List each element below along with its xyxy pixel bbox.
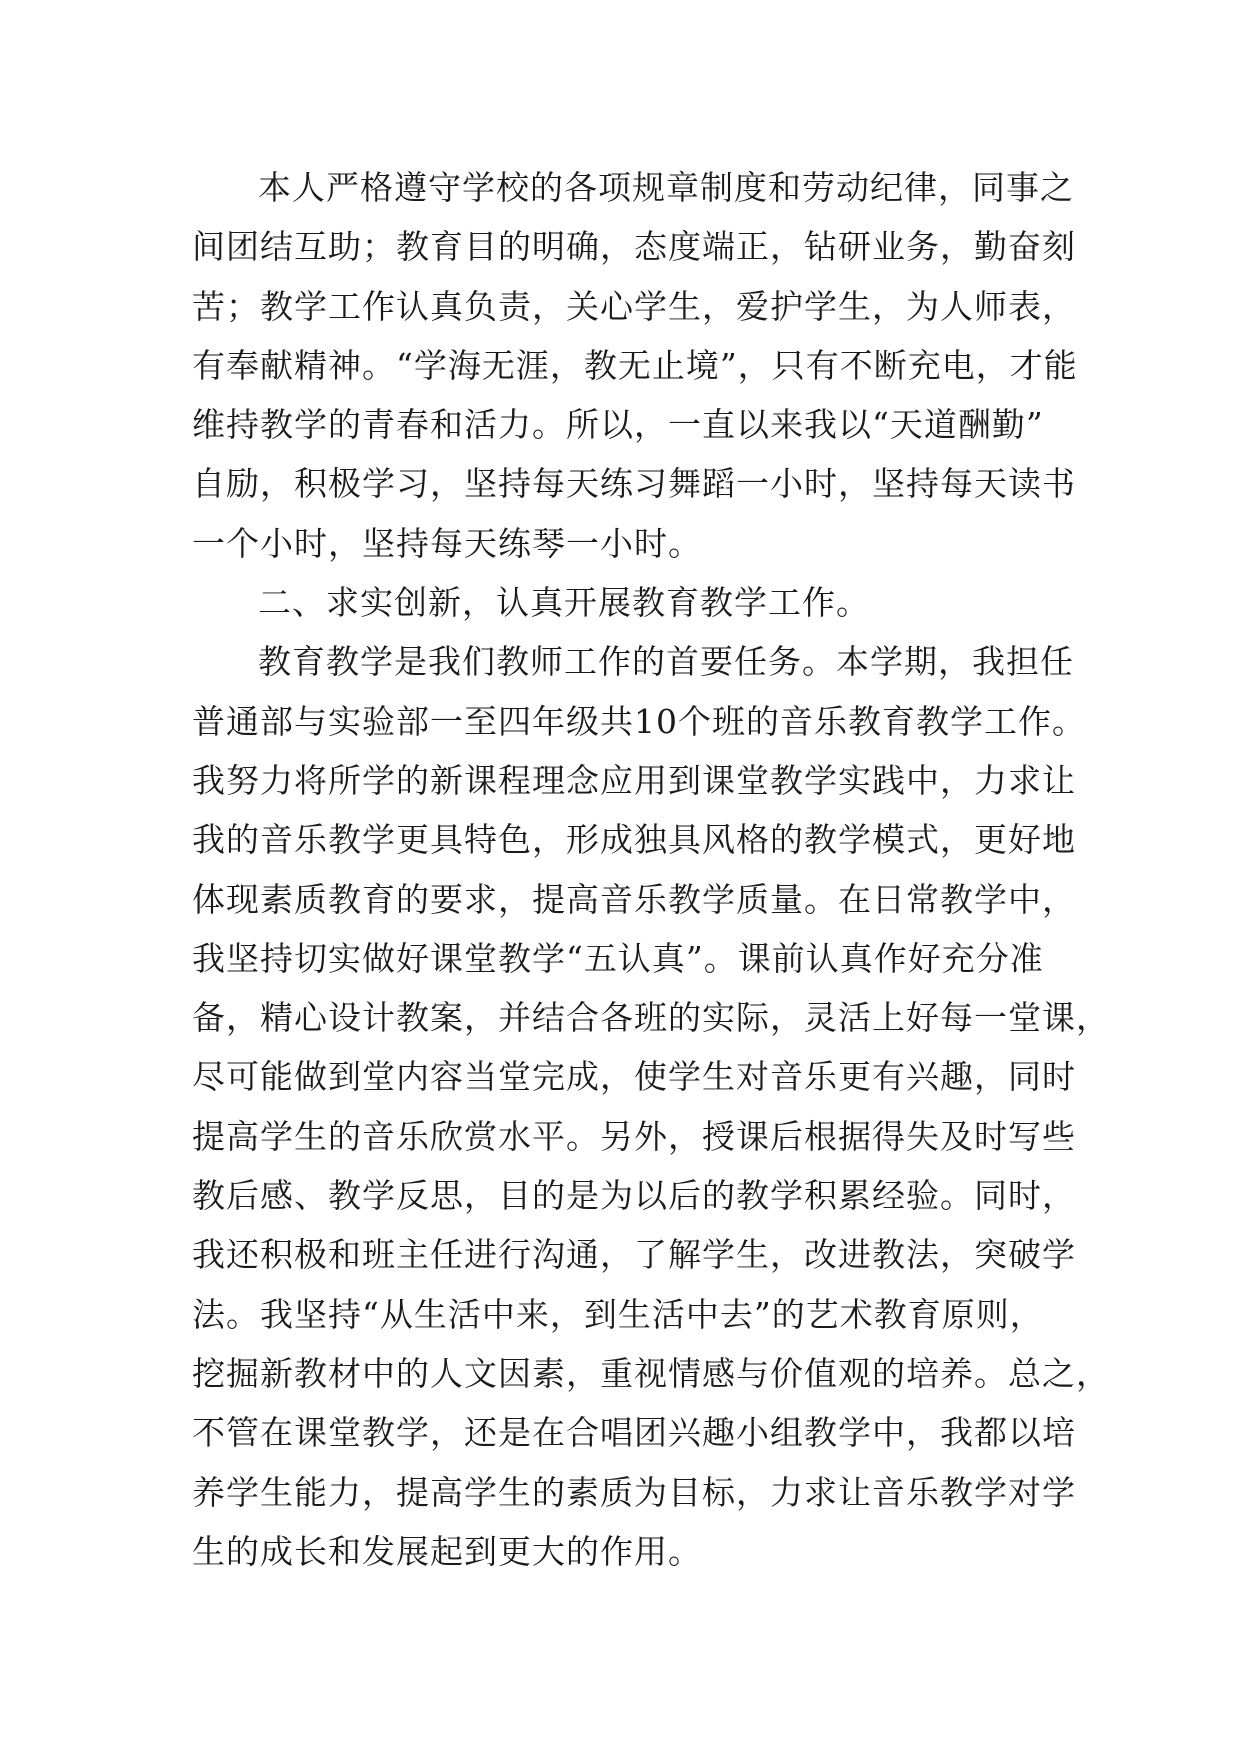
paragraph-1-line-2: 间团结互助；教育目的明确，态度端正，钻研业务，勤奋刻 [192,227,1076,267]
paragraph-3-line-10: 教后感、教学反思，目的是为以后的教学积累经验。同时， [192,1176,1076,1216]
paragraph-3-line-4: 我的音乐教学更具特色，形成独具风格的教学模式，更好地 [192,820,1076,860]
paragraph-1-line-1: 本人严格遵守学校的各项规章制度和劳动纪律，同事之 [258,168,1074,207]
paragraph-1-line-3: 苦；教学工作认真负责，关心学生，爱护学生，为人师表， [192,286,1076,326]
paragraph-3-line-12: 法。我坚持“从生活中来，到生活中去”的艺术教育原则， [192,1294,1044,1334]
paragraph-3-line-9: 提高学生的音乐欣赏水平。另外，授课后根据得失及时写些 [192,1116,1076,1156]
paragraph-3-line-2: 普通部与实验部一至四年级共10个班的音乐教育教学工作。 [192,701,1086,741]
paragraph-3-line-13: 挖掘新教材中的人文因素，重视情感与价值观的培养。总之， [192,1353,1110,1393]
section-heading: 二、求实创新，认真开展教育教学工作。 [258,583,870,623]
paragraph-1-line-4: 有奉献精神。“学海无涯，教无止境”，只有不断充电，才能 [192,345,1078,385]
paragraph-1-line-7: 一个小时，坚持每天练琴一小时。 [192,523,702,563]
paragraph-3-line-6: 我坚持切实做好课堂教学“五认真”。课前认真作好充分准 [192,938,1044,978]
document-body [192,158,1110,1581]
paragraph-3-line-3: 我努力将所学的新课程理念应用到课堂教学实践中，力求让 [192,760,1076,800]
paragraph-3-line-16: 生的成长和发展起到更大的作用。 [192,1531,702,1571]
paragraph-3-line-11: 我还积极和班主任进行沟通，了解学生，改进教法，突破学 [192,1235,1076,1275]
paragraph-1-line-5: 维持教学的青春和活力。所以，一直以来我以“天道酬勤” [192,405,1044,445]
paragraph-3-line-15: 养学生能力，提高学生的素质为目标，力求让音乐教学对学 [192,1472,1076,1512]
paragraph-3-line-1: 教育教学是我们教师工作的首要任务。本学期，我担任 [258,642,1074,682]
paragraph-3-line-7: 备，精心设计教案，并结合各班的实际，灵活上好每一堂课， [192,998,1110,1038]
paragraph-3-line-14: 不管在课堂教学，还是在合唱团兴趣小组教学中，我都以培 [192,1413,1076,1453]
paragraph-1-line-6: 自励，积极学习，坚持每天练习舞蹈一小时，坚持每天读书 [192,464,1076,504]
paragraph-3-line-5: 体现素质教育的要求，提高音乐教学质量。在日常教学中， [192,879,1076,919]
paragraph-3-line-8: 尽可能做到堂内容当堂完成，使学生对音乐更有兴趣，同时 [192,1057,1076,1097]
